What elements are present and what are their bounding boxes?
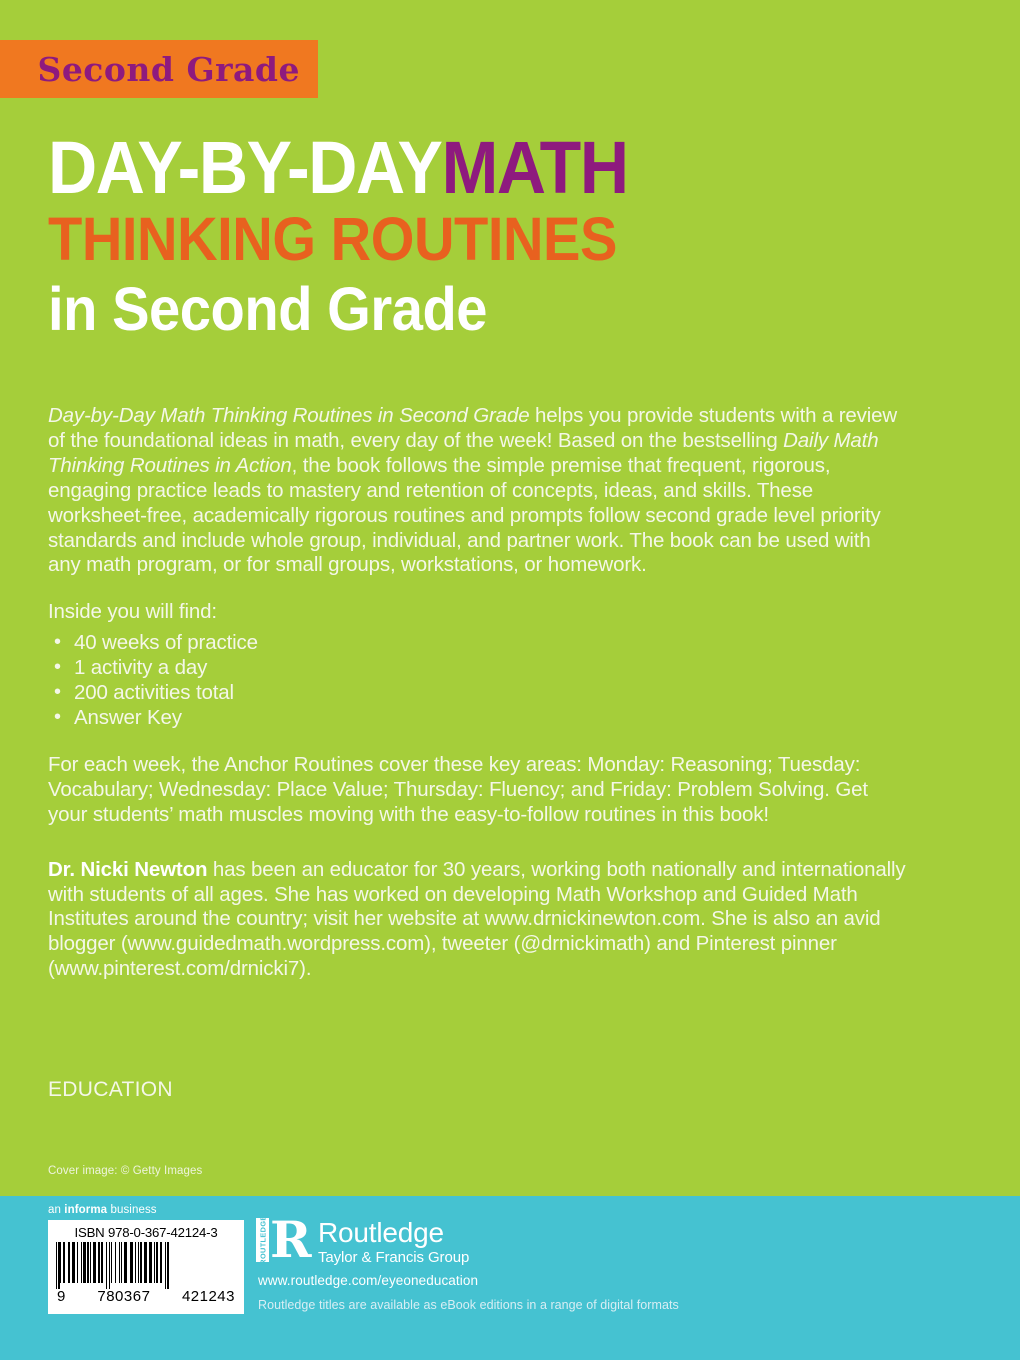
spacer <box>48 731 906 753</box>
title-line-three: in Second Grade <box>48 275 488 344</box>
grade-banner <box>0 40 318 98</box>
publisher-footer <box>0 1196 1020 1360</box>
publisher-url[interactable]: www.routledge.com/eyeoneducation <box>258 1273 479 1288</box>
grade-banner-label: Second Grade <box>37 49 300 89</box>
title-day-by-day: DAY-BY-DAY <box>48 126 442 209</box>
barcode-digits <box>56 1288 236 1305</box>
title-thinking-routines: THINKING ROUTINES <box>48 205 617 274</box>
publisher-logo-block <box>256 1210 479 1288</box>
informa-brand: informa <box>64 1204 108 1216</box>
cover-image-credit: Cover image: © Getty Images <box>48 1165 203 1177</box>
blurb-body <box>48 404 906 982</box>
routledge-logo-icon <box>256 1210 312 1269</box>
blurb-paragraph-two: For each week, the Anchor Routines cover these key areas: Monday: Reasoning; Tuesday: Vocabulary; Wednesday: Place Value; Thursday: Fluency; and Friday: Problem Solving. Get your students’ math muscles moving with the easy-to-follow routines in this book! <box>48 752 868 826</box>
features-list <box>48 631 906 731</box>
inside-heading: Inside you will find: <box>48 600 217 624</box>
spacer <box>48 578 906 600</box>
list-item: • 1 activity a day <box>48 656 906 681</box>
list-item: • Answer Key <box>48 706 906 731</box>
ebook-availability-note: Routledge titles are available as eBook editions in a range of digital formats <box>258 1298 679 1312</box>
title-math: MATH <box>441 126 628 209</box>
publisher-names <box>318 1218 469 1267</box>
publisher-logo-row <box>256 1210 478 1269</box>
isbn-number: ISBN 978-0-367-42124-3 <box>74 1225 218 1240</box>
list-item: • 40 weeks of practice <box>48 631 906 656</box>
publisher-name: Routledge <box>318 1217 444 1248</box>
blurb-book-title-italic: Day-by-Day Math Thinking Routines in Second Grade <box>48 404 530 427</box>
category-label: EDUCATION <box>48 1078 173 1101</box>
blurb-para1-part2: , the book follows the simple premise that frequent, rigorous, engaging practice leads to mastery and retention of concepts, ideas, and skills. These worksheet-free, academically rigorous routines and prompts follow second grade level priority standards and include whole group, individual, and partner work. The book can be used with any math program, or for small groups, workstations, or homework. <box>48 453 881 577</box>
routledge-vertical-bar <box>256 1215 269 1265</box>
spacer <box>48 828 906 858</box>
list-item: • 200 activities total <box>48 681 906 706</box>
title-block <box>48 126 948 344</box>
informa-suffix: business <box>107 1204 157 1216</box>
title-line-two <box>48 205 876 274</box>
publisher-subname: Taylor & Francis Group <box>318 1249 470 1266</box>
barcode-bars <box>56 1242 236 1289</box>
barcode-digit-left: 9 <box>57 1288 66 1305</box>
title-line-one <box>48 126 876 209</box>
author-name: Dr. Nicki Newton <box>48 857 208 881</box>
barcode-digits-mid: 780367 <box>97 1288 151 1305</box>
routledge-r-glyph: R <box>270 1210 312 1269</box>
author-bio-text: has been an educator for 30 years, working both nationally and internationally with students of all ages. She has worked on developing Math Workshop and Guided Math Institutes around the country; visit her website at www.drnickinewton.com. She is also an avid blogger (www.guidedmath.wordpress.com), tweeter (@drnickimath) and Pinterest pinner (www.pinterest.com/drnicki7). <box>48 857 906 981</box>
blurb-paragraph-one <box>48 404 906 578</box>
blurb-reference-italic: Daily Math Thinking Routines in Action <box>48 428 879 477</box>
informa-prefix: an <box>48 1204 65 1216</box>
barcode-digits-right: 421243 <box>181 1288 235 1305</box>
informa-tagline <box>48 1204 157 1216</box>
routledge-vertical-text: ROUTLEDGE <box>258 1215 267 1265</box>
author-paragraph <box>48 858 906 983</box>
isbn-barcode <box>48 1220 244 1314</box>
blurb-para1-part1: helps you provide students with a review of the foundational ideas in math, every day of the week! Based on the bestselling <box>48 404 898 452</box>
